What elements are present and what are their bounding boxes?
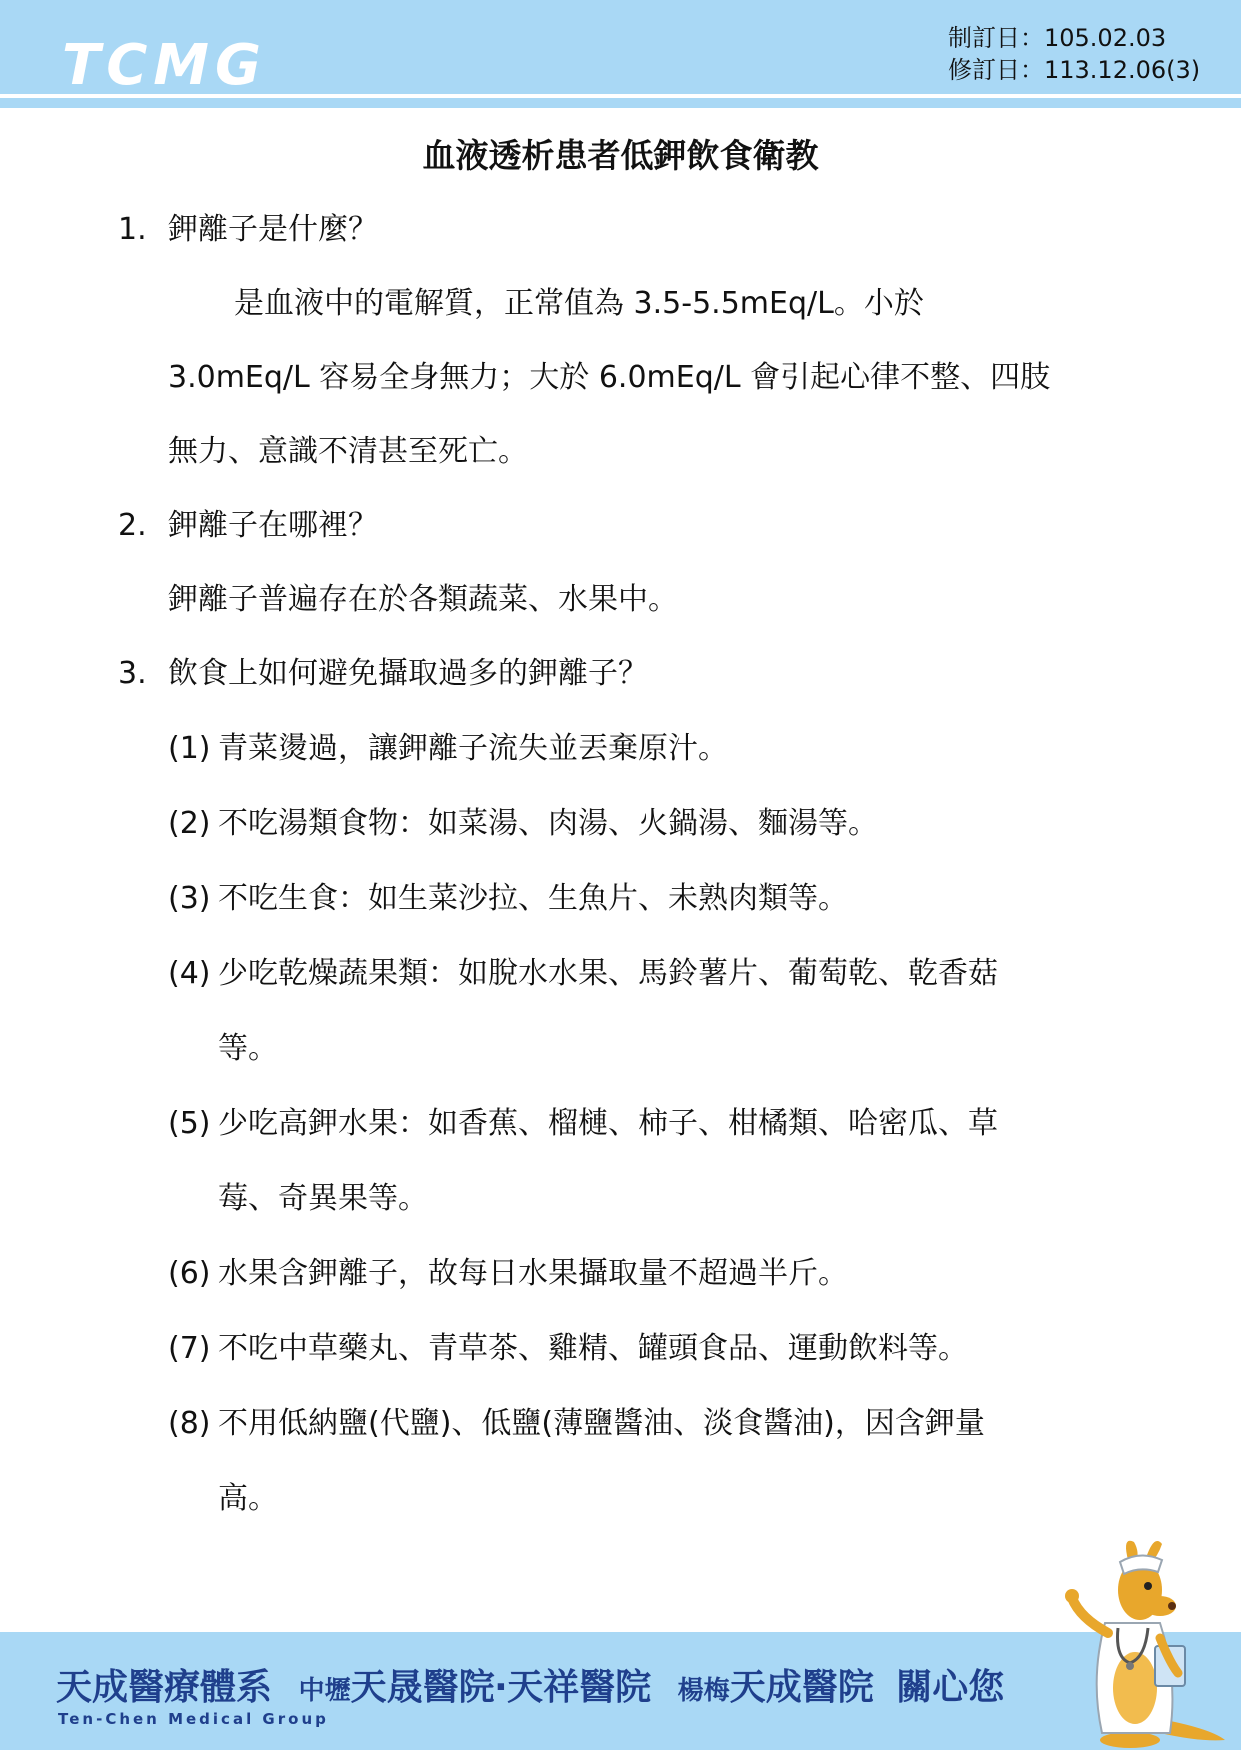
list-item-text: 少吃高鉀水果：如香蕉、榴槤、柿子、柑橘類、哈密瓜、草 [218, 1106, 998, 1141]
list-item-text: 不吃中草藥丸、青草茶、雞精、罐頭食品、運動飲料等。 [218, 1331, 968, 1366]
section-2-body-line: 鉀離子普遍存在於各類蔬菜、水果中。 [168, 582, 678, 617]
list-item-number: (1) [168, 731, 211, 766]
revised-date: 修訂日：113.12.06(3) [948, 56, 1201, 84]
section-1-body-line: 3.0mEq/L 容易全身無力；大於 6.0mEq/L 會引起心律不整、四肢 [168, 360, 1051, 395]
document-dates [948, 22, 1200, 86]
section-1-number: 1. [118, 212, 147, 247]
list-item-text: 不用低納鹽(代鹽)、低鹽(薄鹽醬油、淡食醬油)，因含鉀量 [218, 1406, 985, 1441]
list-item-text: 莓、奇異果等。 [218, 1181, 428, 1216]
list-item-number: (5) [168, 1106, 211, 1141]
section-2-heading: 鉀離子在哪裡？ [168, 508, 378, 543]
list-item-text: 少吃乾燥蔬果類：如脫水水果、馬鈴薯片、葡萄乾、乾香菇 [218, 956, 998, 991]
list-item-text: 等。 [218, 1031, 278, 1066]
page-title: 血液透析患者低鉀飲食衛教 [422, 136, 819, 175]
footer-english-name: Ten-Chen Medical Group [58, 1710, 329, 1728]
created-date: 制訂日：105.02.03 [948, 24, 1167, 52]
footer-location-1: 中壢 [298, 1676, 351, 1706]
list-item-text: 高。 [218, 1481, 278, 1516]
footer-hospital-2: 天成醫院 [729, 1667, 874, 1708]
list-item-number: (7) [168, 1331, 211, 1366]
footer-banner [56, 1666, 1004, 1713]
list-item-number: (2) [168, 806, 211, 841]
footer-slogan: 關心您 [896, 1667, 1005, 1708]
section-3-number: 3. [118, 656, 147, 691]
footer-location-2: 楊梅 [677, 1676, 730, 1706]
section-1-body-line: 是血液中的電解質，正常值為 3.5-5.5mEq/L。小於 [234, 286, 924, 321]
list-item-text: 不吃生食：如生菜沙拉、生魚片、未熟肉類等。 [218, 881, 848, 916]
header-rule [0, 98, 1241, 108]
kangaroo-mascot-icon [1060, 1528, 1230, 1750]
logo: TCMG [62, 33, 267, 98]
footer-hospitals-1: 天晟醫院‧天祥醫院 [350, 1667, 652, 1708]
footer-group-name: 天成醫療體系 [56, 1667, 273, 1708]
section-1-heading: 鉀離子是什麼？ [168, 212, 378, 247]
list-item-number: (8) [168, 1406, 211, 1441]
list-item-text: 青菜燙過，讓鉀離子流失並丟棄原汁。 [218, 731, 728, 766]
list-item-number: (6) [168, 1256, 211, 1291]
list-item-number: (4) [168, 956, 211, 991]
list-item-text: 水果含鉀離子，故每日水果攝取量不超過半斤。 [218, 1256, 848, 1291]
section-2-number: 2. [118, 508, 147, 543]
list-item-number: (3) [168, 881, 211, 916]
section-3-heading: 飲食上如何避免攝取過多的鉀離子？ [168, 656, 648, 691]
list-item-text: 不吃湯類食物：如菜湯、肉湯、火鍋湯、麵湯等。 [218, 806, 878, 841]
section-1-body-line: 無力、意識不清甚至死亡。 [168, 434, 528, 469]
